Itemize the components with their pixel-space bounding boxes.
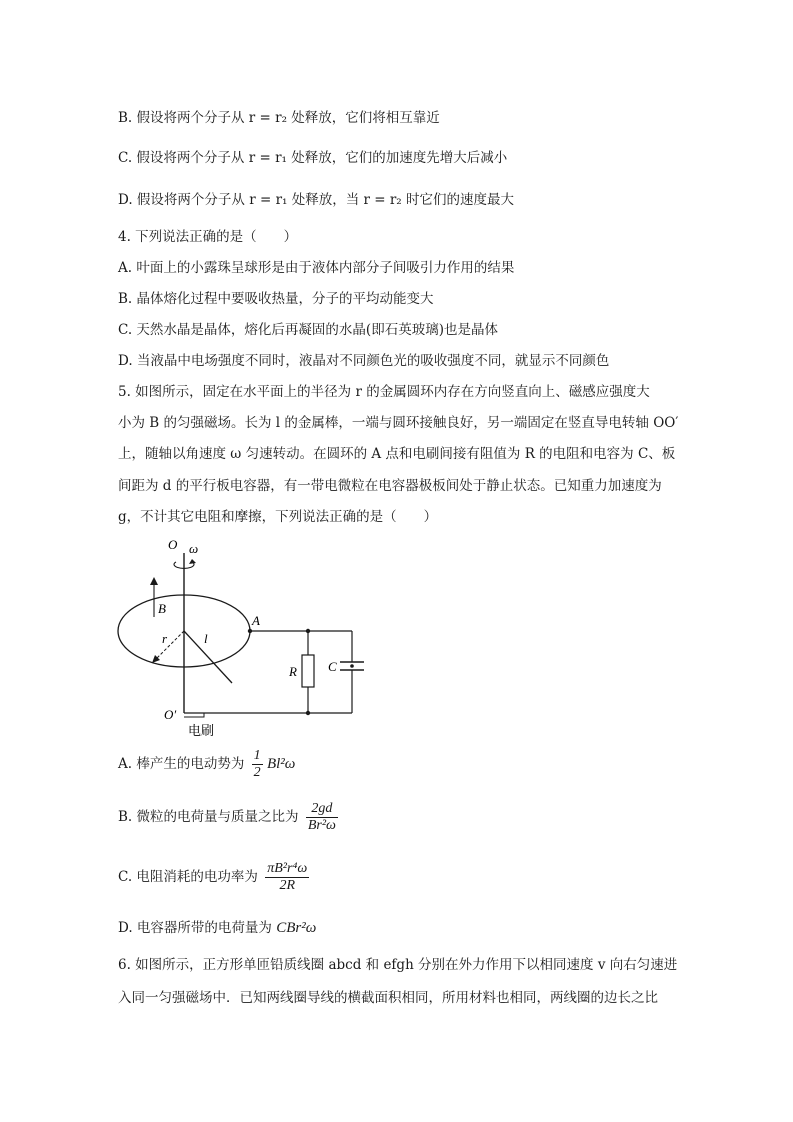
q4-option-c: C. 天然水晶是晶体，熔化后再凝固的水晶(即石英玻璃)也是晶体 bbox=[118, 322, 498, 338]
label-O-prime: O′ bbox=[164, 707, 177, 722]
question-5-line-4: 间距为 d 的平行板电容器，有一带电微粒在电容器极板间处于静止状态。已知重力加速度为 bbox=[118, 478, 662, 494]
line-3: D. 假设将两个分子从 r = r₁ 处释放，当 r = r₂ 时它们的速度最大 bbox=[118, 192, 515, 208]
q4-option-a: A. 叶面上的小露珠呈球形是由于液体内部分子间吸引力作用的结果 bbox=[118, 260, 515, 276]
q5-option-d: D. 电容器所带的电荷量为 CBr²ω bbox=[118, 920, 317, 936]
q5-option-c: C. 电阻消耗的电功率为 $\frac{\text{πB²r⁴ω}}{2R}$ bbox=[118, 861, 308, 893]
question-5-line-1: 5. 如图所示，固定在水平面上的半径为 r 的金属圆环内存在方向竖直向上、磁感应强度大 bbox=[118, 384, 650, 400]
label-brush: 电刷 bbox=[188, 724, 215, 739]
label-omega: ω bbox=[189, 541, 199, 556]
question-6-line-2: 入同一匀强磁场中．已知两线圈导线的横截面积相同，所用材料也相同，两线圈的边长之比 bbox=[118, 990, 658, 1006]
fraction-b: $\frac{2gd}{\text{Br²ω}}$ bbox=[307, 801, 336, 833]
question-5-line-3: 上，随轴以角速度 ω 匀速转动。在圆环的 A 点和电刷间接有阻值为 R 的电阻和电容为 C、板 bbox=[118, 446, 676, 462]
fraction-c: $\frac{\text{πB²r⁴ω}}{2R}$ bbox=[267, 861, 308, 893]
q5-option-a: A. 棒产生的电动势为 $\frac{1}{2}$ Bl²ω bbox=[118, 748, 296, 780]
fraction-a: $\frac{1}{2}$ bbox=[253, 748, 261, 780]
label-A: A bbox=[252, 613, 260, 628]
question-6-line-1: 6. 如图所示，正方形单匝铅质线圈 abcd 和 efgh 分别在外力作用下以相同速度 v 向右匀速进 bbox=[118, 957, 678, 973]
label-O: O bbox=[168, 537, 178, 552]
circuit-figure bbox=[112, 535, 372, 740]
label-C: C bbox=[328, 659, 337, 674]
question-5-line-2: 小为 B 的匀强磁场。长为 l 的金属棒，一端与圆环接触良好，另一端固定在竖直导电转轴 OO′ bbox=[118, 415, 679, 431]
q4-option-b: B. 晶体熔化过程中要吸收热量，分子的平均动能变大 bbox=[118, 291, 434, 307]
q5-option-b: B. 微粒的电荷量与质量之比为 $\frac{2gd}{\text{Br²ω}}$ bbox=[118, 801, 336, 833]
question-5-line-5: g，不计其它电阻和摩擦，下列说法正确的是（ ） bbox=[118, 509, 438, 525]
label-l: l bbox=[204, 631, 208, 646]
label-B: B bbox=[158, 601, 166, 616]
label-R: R bbox=[289, 664, 297, 679]
line-1: B. 假设将两个分子从 r = r₂ 处释放，它们将相互靠近 bbox=[118, 110, 440, 126]
q4-option-d: D. 当液晶中电场强度不同时，液晶对不同颜色光的吸收强度不同，就显示不同颜色 bbox=[118, 353, 610, 369]
question-4: 4. 下列说法正确的是（ ） bbox=[118, 229, 298, 245]
label-r: r bbox=[162, 631, 168, 646]
line-2: C. 假设将两个分子从 r = r₁ 处释放，它们的加速度先增大后减小 bbox=[118, 150, 508, 166]
